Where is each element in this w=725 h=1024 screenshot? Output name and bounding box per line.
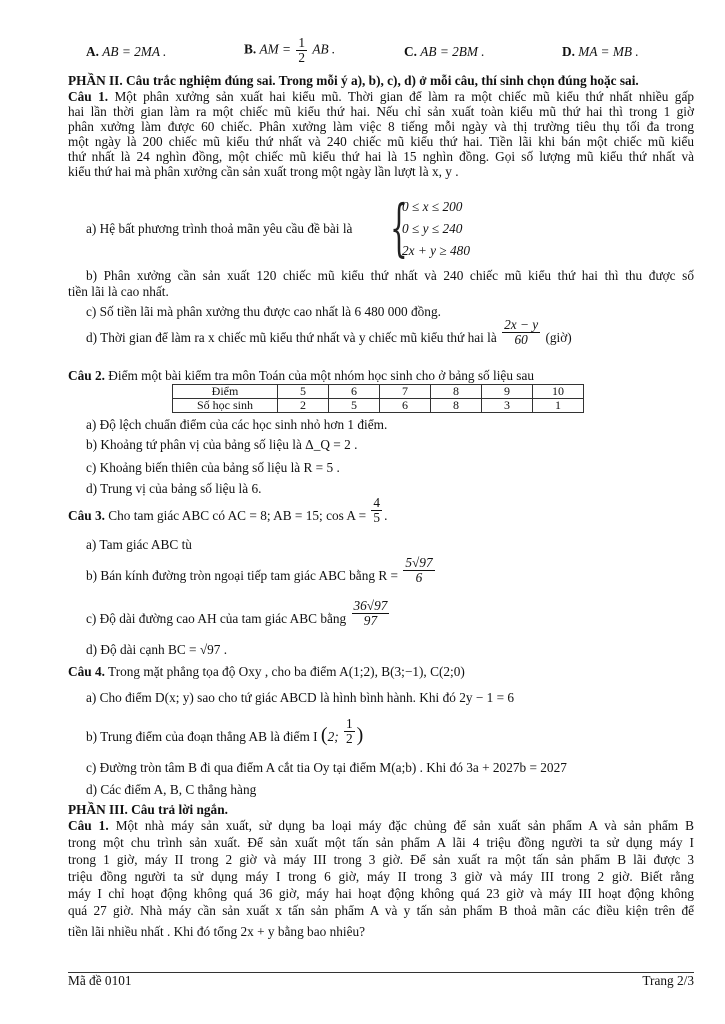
q4-statement-a: a) Cho điểm D(x; y) sao cho tứ giác ABCD là hình bình hành. Khi đó 2y − 1 = 6 (86, 690, 515, 705)
brace: { (390, 191, 408, 264)
table-row: Số học sinh 2 5 6 8 3 1 (173, 399, 584, 413)
q1-statement-b-2: tiền lãi là cao nhất. (68, 284, 169, 299)
previous-answer-options (68, 35, 694, 65)
q3-statement-a: a) Tam giác ABC tù (86, 537, 192, 552)
q3-intro: Câu 3. Cho tam giác ABC có AC = 8; AB = 15; cos A = $\frac{4}{5}$ . (68, 495, 388, 526)
p3-q1-line-3: trong 1 giờ, máy II trong 2 giờ và máy III trong 3 giờ. Để sản xuất ra một tấn sản phẩm B lãi được 3 (68, 852, 694, 867)
p3-q1-line-4: triệu đồng người ta sử dụng máy I trong 6 giờ, máy II trong 3 giờ và máy III trong 2 giờ. Biết rằng (68, 869, 694, 884)
fraction: $\frac{4}{5}$ (373, 495, 381, 526)
page-number: Trang 2/3 (642, 973, 694, 988)
q4-statement-c: c) Đường tròn tâm B đi qua điểm A cắt tia Oy tại điểm M(a;b) . Khi đó 3a + 2027b = 2027 (86, 760, 567, 775)
q4-statement-d: d) Các điểm A, B, C thẳng hàng (86, 782, 257, 797)
q1-line-1: Câu 1. Một phân xưởng sản xuất hai kiểu mũ. Thời gian để làm ra một chiếc mũ kiểu thứ nhất nhiều gấp (68, 89, 694, 104)
q3-statement-b: b) Bán kính đường tròn ngoại tiếp tam giác ABC bằng R = $\frac{5√97}{6}$ (86, 555, 433, 586)
part3-title: PHẦN III. Câu trả lời ngắn. (68, 802, 228, 817)
fraction: $\frac{36√97}{97}$ (353, 598, 388, 629)
p3-q1-line-1: Câu 1. Một nhà máy sản xuất, sử dụng ba loại máy đặc chủng để sản xuất sản phẩm A và sản phẩm B (68, 818, 694, 833)
q1-line-5: thứ nhất là 24 nghìn đồng, một chiếc mũ kiểu thứ hai là 15 nghìn đồng. Gọi số lượng mũ kiểu thứ nhất và (68, 149, 694, 164)
q4-statement-b: b) Trung điểm của đoạn thẳng AB là điểm I (2; $\frac{1}{2}$ ) (86, 716, 364, 747)
p3-q1-line-6: quá 27 giờ. Nhà máy cần sản xuất x tấn sản phẩm A và y tấn sản phẩm B thoả mãn các điều kiện trên để (68, 903, 694, 918)
part2-title: PHẦN II. Câu trắc nghiệm đúng sai. Trong mỗi ý a), b), c), d) ở mỗi câu, thí sinh chọn đúng hoặc sai. (68, 73, 639, 88)
fraction: $\frac{2x - y}{60}$ (504, 317, 539, 348)
q1-line-4: một ngày là 200 chiếc mũ kiểu thứ nhất và 240 chiếc mũ kiểu thứ hai. Tiền lãi khi bán một chiếc mũ kiểu (68, 134, 694, 149)
q4-intro: Câu 4. Trong mặt phẳng tọa độ Oxy , cho ba điểm A(1;2), B(3;−1), C(2;0) (68, 664, 465, 679)
option-b: B. AM = $\frac{1}{2}$ AB . (244, 35, 336, 65)
q3-statement-c: c) Độ dài đường cao AH của tam giác ABC bằng $\frac{36√97}{97}$ (86, 598, 388, 629)
score-table (172, 384, 584, 413)
page-footer (68, 972, 694, 988)
exam-code: Mã đề 0101 (68, 973, 132, 988)
inequality-system: { 0 ≤ x ≤ 200 0 ≤ y ≤ 240 2x + y ≥ 480 (390, 191, 470, 264)
q2-statement-a: a) Độ lệch chuẩn điểm của các học sinh nhỏ hơn 1 điểm. (86, 417, 388, 432)
q1-line-3: phân xưởng làm được 60 chiếc. Phân xưởng làm việc 8 tiếng mỗi ngày và thị trường tiêu thụ tối đa trong (68, 119, 694, 134)
q3-statement-d: d) Độ dài cạnh BC = √97 . (86, 642, 228, 657)
option-a: A. AB = 2MA . (86, 44, 167, 59)
q1-line-6: kiểu thứ hai mà phân xưởng cần sản xuất trong một ngày lần lượt là x, y . (68, 164, 459, 179)
option-d: D. MA = MB . (562, 44, 639, 59)
fraction: $\frac{5√97}{6}$ (405, 555, 433, 586)
q1-statement-a: a) Hệ bất phương trình thoả mãn yêu cầu đề bài là (86, 221, 353, 236)
p3-q1-line-2: trong một chu trình sản xuất. Để sản xuất một tấn sản phẩm A lãi 4 triệu đồng người ta sử dụng máy I (68, 835, 694, 850)
q1-statement-d: d) Thời gian để làm ra x chiếc mũ kiểu thứ nhất và y chiếc mũ kiểu thứ hai là $\frac{2x - y}{60}$ (giờ) (86, 317, 572, 348)
option-c: C. AB = 2BM . (404, 44, 485, 59)
fraction: $\frac{1}{2}$ (298, 35, 306, 65)
fraction: $\frac{1}{2}$ (345, 716, 353, 747)
q2-statement-c: c) Khoảng biến thiên của bảng số liệu là R = 5 . (86, 460, 340, 475)
p3-q1-line-7: tiền lãi nhiều nhất . Khi đó tổng 2x + y bằng bao nhiêu? (68, 924, 366, 939)
q2-statement-d: d) Trung vị của bảng số liệu là 6. (86, 481, 262, 496)
table-row: Điểm 5 6 7 8 9 10 (173, 385, 584, 399)
q2-statement-b: b) Khoảng tứ phân vị của bảng số liệu là Δ_Q = 2 . (86, 437, 358, 452)
q1-statement-b-1: b) Phân xưởng cần sản xuất 120 chiếc mũ kiểu thứ nhất và 240 chiếc mũ kiểu thứ hai thì thu được số (86, 268, 694, 283)
p3-q1-line-5: máy I chỉ hoạt động không quá 36 giờ, máy hai hoạt động không quá 23 giờ và máy III hoạt động không (68, 886, 694, 901)
q1-statement-c: c) Số tiền lãi mà phân xưởng thu được cao nhất là 6 480 000 đồng. (86, 304, 441, 319)
q2-intro: Câu 2. Điểm một bài kiểm tra môn Toán của một nhóm học sinh cho ở bảng số liệu sau (68, 368, 535, 383)
q1-line-2: hai lần thời gian làm ra một chiếc mũ kiểu thứ hai. Nếu chỉ sản xuất toàn kiểu mũ thứ hai thì trong 1 giờ (68, 104, 694, 119)
